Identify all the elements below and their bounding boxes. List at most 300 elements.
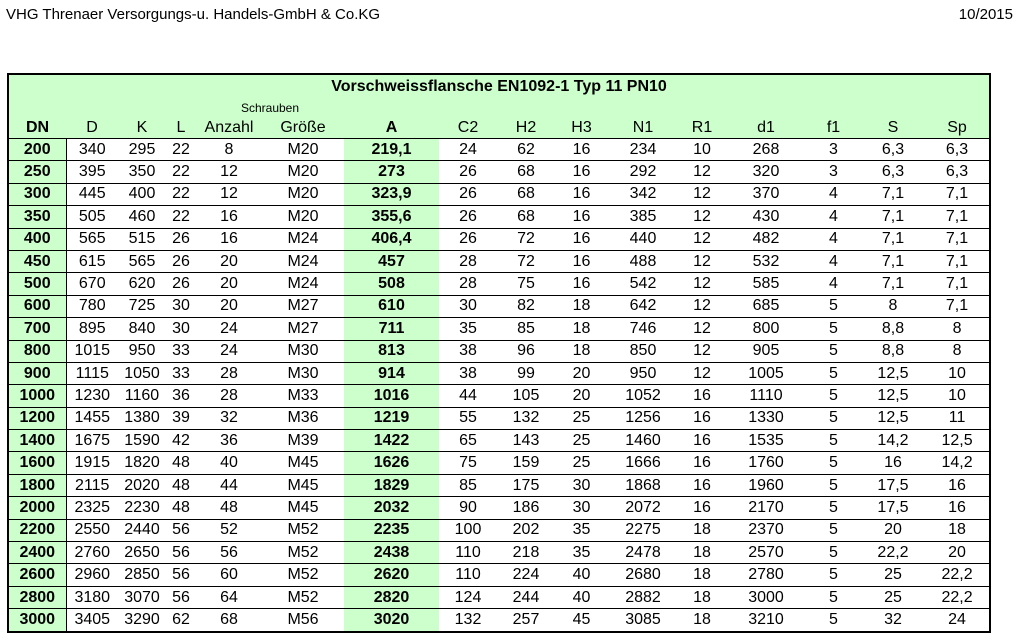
- table-cell: 430: [726, 206, 806, 228]
- company-name: VHG Threnaer Versorgungs-u. Handels-GmbH & Co.KG: [6, 6, 381, 23]
- table-cell: 488: [608, 250, 678, 272]
- table-cell: 40: [196, 452, 262, 474]
- table-cell: 3: [806, 161, 861, 183]
- table-cell: 48: [166, 497, 196, 519]
- table-cell: 20: [555, 362, 608, 384]
- table-cell: 56: [166, 564, 196, 586]
- table-cell: 5: [806, 430, 861, 452]
- table-cell: 16: [678, 385, 726, 407]
- table-cell: 18: [678, 586, 726, 608]
- table-cell: 18: [678, 542, 726, 564]
- table-cell: 26: [166, 228, 196, 250]
- table-cell: 22,2: [925, 564, 990, 586]
- table-cell: 5: [806, 362, 861, 384]
- table-row: [8, 385, 990, 407]
- table-cell: 16: [678, 474, 726, 496]
- table-cell: 33: [166, 362, 196, 384]
- table-row: [8, 340, 990, 362]
- table-cell: M39: [262, 430, 344, 452]
- table-cell: 950: [118, 340, 166, 362]
- table-cell: 48: [166, 452, 196, 474]
- table-cell: 2438: [344, 542, 439, 564]
- table-cell: 35: [555, 519, 608, 541]
- table-cell: 2032: [344, 497, 439, 519]
- table-cell: 90: [439, 497, 497, 519]
- table-cell: 7,1: [925, 228, 990, 250]
- table-cell: 11: [925, 407, 990, 429]
- table-cell: M30: [262, 340, 344, 362]
- table-cell: 2820: [344, 586, 439, 608]
- table-cell: 16: [555, 139, 608, 161]
- table-cell: 565: [66, 228, 118, 250]
- table-cell: 35: [555, 542, 608, 564]
- table-cell: 64: [196, 586, 262, 608]
- table-cell: 38: [439, 340, 497, 362]
- table-cell: 2115: [66, 474, 118, 496]
- table-cell: 132: [497, 407, 555, 429]
- table-cell: 1160: [118, 385, 166, 407]
- table-cell: 2020: [118, 474, 166, 496]
- table-cell: 16: [555, 228, 608, 250]
- table-cell: 4: [806, 183, 861, 205]
- table-cell: 110: [439, 564, 497, 586]
- table-title: Vorschweissflansche EN1092-1 Typ 11 PN10: [8, 74, 990, 99]
- table-cell: 5: [806, 385, 861, 407]
- table-cell: 5: [806, 564, 861, 586]
- table-cell: 250: [8, 161, 66, 183]
- table-cell: 7,1: [861, 183, 925, 205]
- table-cell: 12,5: [861, 362, 925, 384]
- column-header: H3: [555, 117, 608, 139]
- table-cell: 75: [497, 273, 555, 295]
- table-cell: 440: [608, 228, 678, 250]
- table-cell: 1200: [8, 407, 66, 429]
- table-cell: 725: [118, 295, 166, 317]
- table-cell: 914: [344, 362, 439, 384]
- table-cell: 1760: [726, 452, 806, 474]
- table-cell: 1868: [608, 474, 678, 496]
- table-cell: 7,1: [925, 183, 990, 205]
- table-cell: 44: [439, 385, 497, 407]
- table-cell: 16: [861, 452, 925, 474]
- table-cell: M24: [262, 273, 344, 295]
- table-cell: 16: [555, 250, 608, 272]
- table-cell: 12: [678, 250, 726, 272]
- table-cell: 28: [439, 250, 497, 272]
- table-cell: 8,8: [861, 318, 925, 340]
- table-cell: 700: [8, 318, 66, 340]
- table-cell: 273: [344, 161, 439, 183]
- table-cell: 18: [678, 564, 726, 586]
- table-row: [8, 139, 990, 161]
- table-cell: 36: [196, 430, 262, 452]
- table-cell: 68: [497, 183, 555, 205]
- table-cell: 56: [166, 519, 196, 541]
- table-cell: 257: [497, 609, 555, 632]
- table-cell: 320: [726, 161, 806, 183]
- table-cell: 14,2: [861, 430, 925, 452]
- table-cell: 18: [678, 519, 726, 541]
- flange-table-container: [7, 73, 989, 637]
- table-cell: 1535: [726, 430, 806, 452]
- table-cell: M56: [262, 609, 344, 632]
- table-cell: 20: [925, 542, 990, 564]
- table-cell: 82: [497, 295, 555, 317]
- table-cell: 385: [608, 206, 678, 228]
- table-cell: 7,1: [925, 250, 990, 272]
- table-cell: 1820: [118, 452, 166, 474]
- table-cell: 685: [726, 295, 806, 317]
- table-cell: 8: [861, 295, 925, 317]
- table-cell: M52: [262, 542, 344, 564]
- table-cell: 25: [555, 452, 608, 474]
- table-cell: 1000: [8, 385, 66, 407]
- table-cell: 48: [196, 497, 262, 519]
- table-cell: 406,4: [344, 228, 439, 250]
- table-cell: 12: [678, 228, 726, 250]
- table-row: [8, 519, 990, 541]
- table-cell: 7,1: [861, 250, 925, 272]
- table-cell: 2478: [608, 542, 678, 564]
- table-cell: 3085: [608, 609, 678, 632]
- table-cell: 5: [806, 609, 861, 632]
- table-cell: 1219: [344, 407, 439, 429]
- document-date: 10/2015: [958, 6, 1013, 23]
- table-cell: 6,3: [925, 161, 990, 183]
- table-cell: 28: [439, 273, 497, 295]
- table-cell: 500: [8, 273, 66, 295]
- table-row: [8, 295, 990, 317]
- table-row: [8, 318, 990, 340]
- table-cell: 26: [439, 228, 497, 250]
- table-cell: 244: [497, 586, 555, 608]
- table-cell: 159: [497, 452, 555, 474]
- table-cell: 2400: [8, 542, 66, 564]
- table-row: [8, 452, 990, 474]
- table-cell: M36: [262, 407, 344, 429]
- table-cell: 20: [861, 519, 925, 541]
- table-cell: 16: [925, 497, 990, 519]
- table-cell: 22: [166, 139, 196, 161]
- table-cell: 1422: [344, 430, 439, 452]
- table-cell: 2570: [726, 542, 806, 564]
- table-cell: 32: [196, 407, 262, 429]
- table-cell: 4: [806, 250, 861, 272]
- table-cell: 62: [497, 139, 555, 161]
- table-cell: 24: [925, 609, 990, 632]
- table-cell: 350: [118, 161, 166, 183]
- table-cell: M20: [262, 206, 344, 228]
- table-row: [8, 474, 990, 496]
- table-cell: 711: [344, 318, 439, 340]
- table-cell: 3210: [726, 609, 806, 632]
- table-cell: 3405: [66, 609, 118, 632]
- table-cell: 8: [196, 139, 262, 161]
- table-cell: 10: [925, 385, 990, 407]
- table-cell: 85: [439, 474, 497, 496]
- table-cell: 68: [497, 206, 555, 228]
- table-cell: 2882: [608, 586, 678, 608]
- table-cell: 30: [439, 295, 497, 317]
- table-cell: 615: [66, 250, 118, 272]
- table-cell: 30: [166, 295, 196, 317]
- table-cell: 202: [497, 519, 555, 541]
- table-row: [8, 362, 990, 384]
- table-cell: 1590: [118, 430, 166, 452]
- table-cell: 610: [344, 295, 439, 317]
- column-header: A: [344, 117, 439, 139]
- table-cell: 7,1: [861, 228, 925, 250]
- table-cell: 8: [925, 340, 990, 362]
- table-cell: M20: [262, 139, 344, 161]
- table-cell: 295: [118, 139, 166, 161]
- table-cell: 746: [608, 318, 678, 340]
- table-cell: 1005: [726, 362, 806, 384]
- table-cell: 24: [196, 340, 262, 362]
- table-cell: 457: [344, 250, 439, 272]
- table-cell: 620: [118, 273, 166, 295]
- table-cell: 3: [806, 139, 861, 161]
- table-cell: 2620: [344, 564, 439, 586]
- table-cell: 12: [678, 183, 726, 205]
- table-cell: 3180: [66, 586, 118, 608]
- table-cell: 370: [726, 183, 806, 205]
- table-cell: 68: [497, 161, 555, 183]
- table-cell: 22: [166, 183, 196, 205]
- table-cell: 16: [925, 474, 990, 496]
- table-cell: 12: [196, 183, 262, 205]
- table-cell: 219,1: [344, 139, 439, 161]
- table-cell: 1600: [8, 452, 66, 474]
- table-cell: 1015: [66, 340, 118, 362]
- group-header-row: [8, 99, 990, 117]
- table-cell: 99: [497, 362, 555, 384]
- table-cell: M33: [262, 385, 344, 407]
- table-cell: 4: [806, 273, 861, 295]
- table-cell: 2230: [118, 497, 166, 519]
- table-cell: 124: [439, 586, 497, 608]
- table-cell: 186: [497, 497, 555, 519]
- table-cell: 68: [196, 609, 262, 632]
- table-cell: 400: [118, 183, 166, 205]
- table-cell: 515: [118, 228, 166, 250]
- table-cell: 5: [806, 586, 861, 608]
- table-cell: 1256: [608, 407, 678, 429]
- table-cell: 4: [806, 228, 861, 250]
- table-cell: 24: [196, 318, 262, 340]
- table-cell: 143: [497, 430, 555, 452]
- table-cell: 1460: [608, 430, 678, 452]
- table-cell: 450: [8, 250, 66, 272]
- table-cell: 16: [196, 206, 262, 228]
- table-cell: 355,6: [344, 206, 439, 228]
- table-cell: 16: [555, 161, 608, 183]
- table-cell: 17,5: [861, 497, 925, 519]
- table-cell: 800: [726, 318, 806, 340]
- table-cell: 2235: [344, 519, 439, 541]
- table-cell: 1829: [344, 474, 439, 496]
- table-row: [8, 497, 990, 519]
- table-cell: 482: [726, 228, 806, 250]
- table-cell: 12,5: [861, 385, 925, 407]
- table-cell: M52: [262, 519, 344, 541]
- column-header-row: [8, 117, 990, 139]
- table-cell: 234: [608, 139, 678, 161]
- column-header: L: [166, 117, 196, 139]
- table-cell: 35: [439, 318, 497, 340]
- column-header: Anzahl: [196, 117, 262, 139]
- table-cell: 895: [66, 318, 118, 340]
- table-cell: 1330: [726, 407, 806, 429]
- table-cell: 42: [166, 430, 196, 452]
- table-cell: 56: [196, 542, 262, 564]
- table-cell: 16: [555, 183, 608, 205]
- table-cell: 10: [925, 362, 990, 384]
- table-cell: M27: [262, 318, 344, 340]
- table-cell: 60: [196, 564, 262, 586]
- table-cell: 30: [555, 474, 608, 496]
- table-cell: 224: [497, 564, 555, 586]
- table-cell: 642: [608, 295, 678, 317]
- table-cell: 12,5: [861, 407, 925, 429]
- table-row: [8, 228, 990, 250]
- table-cell: 7,1: [861, 206, 925, 228]
- table-cell: 1666: [608, 452, 678, 474]
- table-cell: 565: [118, 250, 166, 272]
- table-cell: 2440: [118, 519, 166, 541]
- table-cell: 600: [8, 295, 66, 317]
- table-cell: 132: [439, 609, 497, 632]
- table-cell: 56: [166, 586, 196, 608]
- table-cell: M52: [262, 586, 344, 608]
- table-cell: 40: [555, 586, 608, 608]
- table-cell: 45: [555, 609, 608, 632]
- column-header: DN: [8, 117, 66, 139]
- table-cell: 12: [678, 340, 726, 362]
- column-header: C2: [439, 117, 497, 139]
- table-row: [8, 564, 990, 586]
- table-cell: 6,3: [861, 139, 925, 161]
- table-cell: 950: [608, 362, 678, 384]
- table-cell: 508: [344, 273, 439, 295]
- table-cell: 900: [8, 362, 66, 384]
- table-cell: 8: [925, 318, 990, 340]
- table-cell: 905: [726, 340, 806, 362]
- table-cell: 4: [806, 206, 861, 228]
- table-cell: 36: [166, 385, 196, 407]
- table-cell: 1675: [66, 430, 118, 452]
- table-cell: 5: [806, 318, 861, 340]
- table-cell: 460: [118, 206, 166, 228]
- table-cell: 780: [66, 295, 118, 317]
- table-cell: 323,9: [344, 183, 439, 205]
- table-row: [8, 273, 990, 295]
- table-cell: 300: [8, 183, 66, 205]
- table-cell: 1115: [66, 362, 118, 384]
- table-cell: 38: [439, 362, 497, 384]
- table-cell: 2200: [8, 519, 66, 541]
- table-cell: 2550: [66, 519, 118, 541]
- table-cell: 445: [66, 183, 118, 205]
- table-cell: 22,2: [925, 586, 990, 608]
- table-cell: 2960: [66, 564, 118, 586]
- table-cell: 18: [678, 609, 726, 632]
- table-cell: 813: [344, 340, 439, 362]
- table-cell: 30: [555, 497, 608, 519]
- column-header: f1: [806, 117, 861, 139]
- table-cell: 10: [678, 139, 726, 161]
- table-cell: 25: [861, 564, 925, 586]
- table-cell: 39: [166, 407, 196, 429]
- table-cell: 5: [806, 295, 861, 317]
- table-cell: 1110: [726, 385, 806, 407]
- table-cell: 5: [806, 340, 861, 362]
- column-header: K: [118, 117, 166, 139]
- column-header: N1: [608, 117, 678, 139]
- table-cell: M30: [262, 362, 344, 384]
- table-cell: M24: [262, 228, 344, 250]
- table-cell: 26: [166, 273, 196, 295]
- table-cell: 3000: [8, 609, 66, 632]
- table-cell: 7,1: [925, 206, 990, 228]
- table-cell: 22,2: [861, 542, 925, 564]
- table-cell: 8,8: [861, 340, 925, 362]
- table-row: [8, 542, 990, 564]
- column-header: S: [861, 117, 925, 139]
- table-cell: 532: [726, 250, 806, 272]
- table-cell: 1455: [66, 407, 118, 429]
- table-cell: 100: [439, 519, 497, 541]
- table-cell: M45: [262, 474, 344, 496]
- table-cell: 800: [8, 340, 66, 362]
- table-row: [8, 407, 990, 429]
- table-cell: 2800: [8, 586, 66, 608]
- table-row: [8, 183, 990, 205]
- table-cell: 16: [555, 206, 608, 228]
- table-cell: 12: [678, 318, 726, 340]
- table-cell: 5: [806, 452, 861, 474]
- table-cell: 12: [678, 273, 726, 295]
- table-cell: 3020: [344, 609, 439, 632]
- table-cell: 44: [196, 474, 262, 496]
- table-cell: 14,2: [925, 452, 990, 474]
- table-cell: 105: [497, 385, 555, 407]
- table-cell: 1230: [66, 385, 118, 407]
- table-cell: 75: [439, 452, 497, 474]
- table-cell: 40: [555, 564, 608, 586]
- table-row: [8, 250, 990, 272]
- table-cell: 2600: [8, 564, 66, 586]
- table-cell: 12: [678, 362, 726, 384]
- table-row: [8, 161, 990, 183]
- table-cell: 342: [608, 183, 678, 205]
- table-cell: M52: [262, 564, 344, 586]
- table-cell: 28: [196, 385, 262, 407]
- column-header: Sp: [925, 117, 990, 139]
- flange-table: [7, 73, 991, 633]
- table-cell: 268: [726, 139, 806, 161]
- table-cell: 1915: [66, 452, 118, 474]
- table-title-row: [8, 74, 990, 99]
- table-cell: 12,5: [925, 430, 990, 452]
- table-cell: 25: [555, 430, 608, 452]
- table-cell: 5: [806, 407, 861, 429]
- table-cell: 52: [196, 519, 262, 541]
- table-cell: 400: [8, 228, 66, 250]
- table-cell: 72: [497, 228, 555, 250]
- table-cell: 26: [439, 183, 497, 205]
- table-cell: M45: [262, 497, 344, 519]
